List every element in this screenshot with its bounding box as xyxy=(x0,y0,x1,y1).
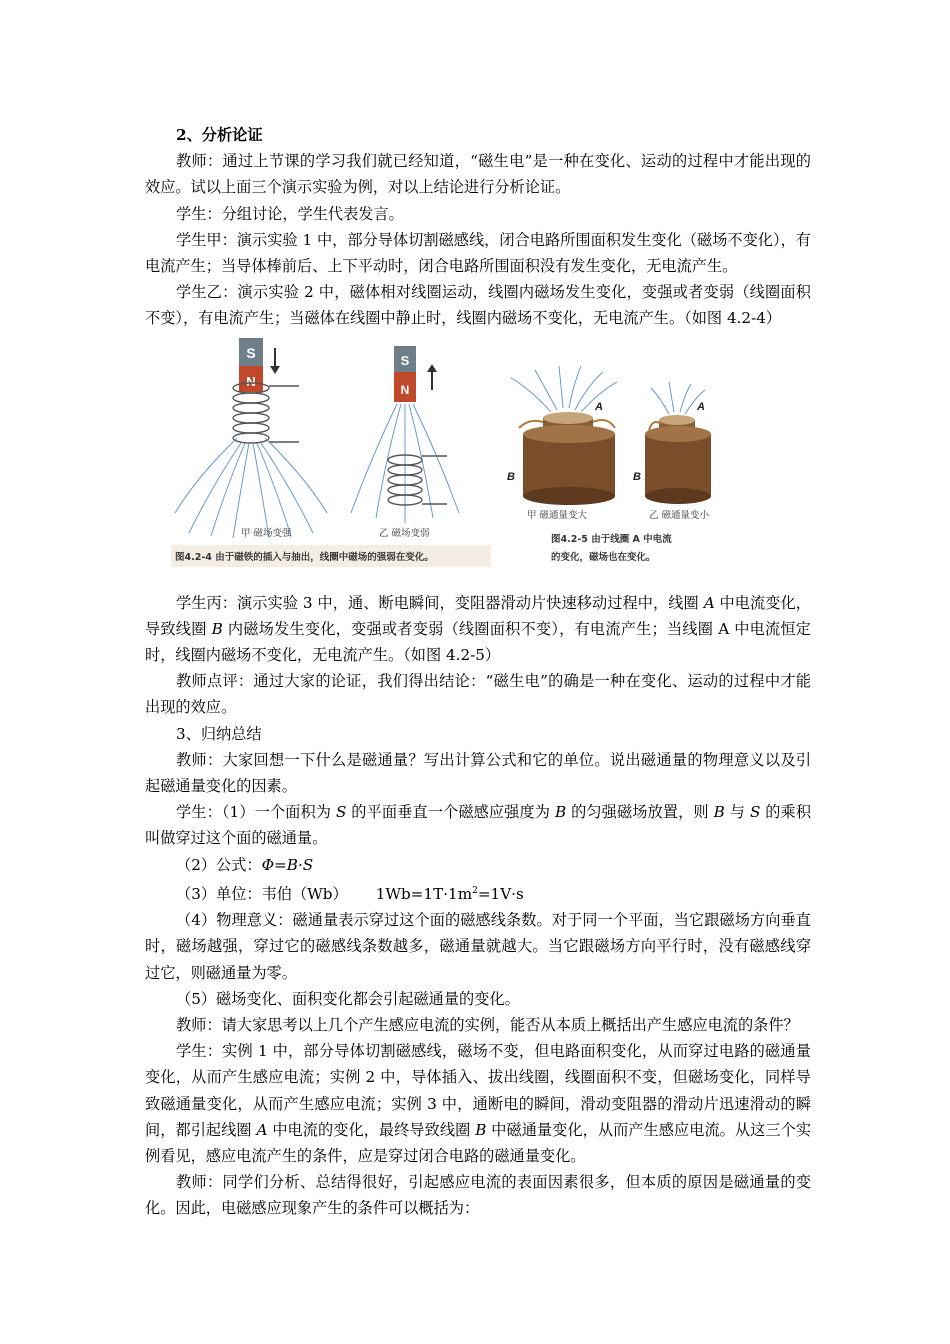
paragraph-students-discuss: 学生：分组讨论，学生代表发言。 xyxy=(176,204,404,223)
paragraph-student-3: 学生：实例 1 中，部分导体切割磁感线，磁场不变，但电路面积变化，从而穿过电路的磁通量变化，从而产生感应电流；实例 2 中，导体插入、拔出线圈，线圈面积不变，但磁场变化，同样导致磁通量变化，从而产生感应电流；实例 3 中，通断电的瞬间，滑动变阻器的滑动片迅速滑动的瞬间，都引起线圈 A 中电流的变化，最终导致线圈 B 中磁通量变化，从而产生感应电流。从这三个实例看见，感应电流产生的条件，应是穿过闭合电路的磁通量变化。 xyxy=(145,1042,812,1165)
section-heading-2: 2、分析论证 xyxy=(176,126,263,144)
svg-text:B: B xyxy=(507,470,515,483)
caption-weak: 乙 磁场变弱 xyxy=(379,527,430,539)
figure-4-2-4-caption: 图4.2-4 由于磁铁的插入与抽出，线圈中磁场的强弱在变化。 xyxy=(175,551,434,563)
figure-4-2-5-caption-1: 图4.2-5 由于线圈 A 中电流 xyxy=(551,533,672,545)
svg-text:B: B xyxy=(633,470,641,483)
paragraph-student-b: 学生乙：演示实验 2 中，磁体相对线圈运动，线圈内磁场发生变化，变强或者变弱（线圈面积不变），有电流产生；当磁体在线圈中静止时，线圈内磁场不变化，无电流产生。（如图 4.2-4） xyxy=(145,283,811,328)
caption-flux-small: 乙 磁通量变小 xyxy=(649,509,710,521)
paragraph-formula: （2）公式：Φ=B·S xyxy=(176,855,314,874)
svg-text:N: N xyxy=(246,373,256,389)
paragraph-teacher-comment: 教师点评：通过大家的论证，我们得出结论：“磁生电”的确是一种在变化、运动的过程中才能出现的效应。 xyxy=(145,672,811,717)
figure-4-2-5 xyxy=(499,338,731,572)
paragraph-change: （5）磁场变化、面积变化都会引起磁通量的变化。 xyxy=(176,989,520,1008)
paragraph-unit: （3）单位：韦伯（Wb） $1Wb=1T\cdot 1m^2=1V\cdot s$ xyxy=(176,884,524,903)
svg-text:A: A xyxy=(595,400,603,413)
figure-4-2-4 xyxy=(171,338,491,572)
figure-row xyxy=(145,338,811,572)
paragraph-teacher-4: 教师：同学们分析、总结得很好，引起感应电流的表面因素很多，但本质的原因是磁通量的变化。因此，电磁感应现象产生的条件可以概括为： xyxy=(145,1173,811,1218)
paragraph-student-c: 学生丙：演示实验 3 中，通、断电瞬间，变阻器滑动片快速移动过程中，线圈 A 中电流变化，导致线圈 B 内磁场发生变化，变强或者变弱（线圈面积不变），有电流产生；当线圈 A 中电流恒定时，线圈内磁场不变化，无电流产生。（如图 4.2-5） xyxy=(145,593,811,665)
document-body xyxy=(145,122,811,1222)
paragraph-teacher-1: 教师：通过上节课的学习我们就已经知道，“磁生电”是一种在变化、运动的过程中才能出现的效应。试以上面三个演示实验为例，对以上结论进行分析论证。 xyxy=(145,152,811,197)
caption-flux-big: 甲 磁通量变大 xyxy=(527,509,588,521)
svg-text:N: N xyxy=(400,382,410,397)
paragraph-teacher-2: 教师：大家回想一下什么是磁通量？写出计算公式和它的单位。说出磁通量的物理意义以及引起磁通量变化的因素。 xyxy=(145,750,811,796)
magnet-right xyxy=(394,346,416,402)
paragraph-student-a: 学生甲：演示实验 1 中，部分导体切割磁感线，闭合电路所围面积发生变化（磁场不变化），有电流产生；当导体棒前后、上下平动时，闭合电路所围面积没有发生变化，无电流产生。 xyxy=(145,230,811,276)
paragraph-student-2: 学生：（1）一个面积为 S 的平面垂直一个磁感应强度为 B 的匀强磁场放置，则 B 与 S 的乘积叫做穿过这个面的磁通量。 xyxy=(145,803,812,848)
caption-strong: 甲 磁场变强 xyxy=(241,527,292,539)
svg-text:S: S xyxy=(400,352,410,368)
figure-4-2-5-caption-2: 的变化，磁场也在变化。 xyxy=(551,551,656,563)
coil-a-small xyxy=(645,415,711,504)
svg-text:A: A xyxy=(697,400,705,413)
paragraph-teacher-3: 教师：请大家思考以上几个产生感应电流的实例，能否从本质上概括出产生感应电流的条件？ xyxy=(176,1015,799,1034)
paragraph-meaning: （4）物理意义：磁通量表示穿过这个面的磁感线条数。对于同一个平面，当它跟磁场方向垂直时，磁场越强，穿过它的磁感线条数越多，磁通量就越大。当它跟磁场方向平行时，没有磁感线穿过它，则磁通量为零。 xyxy=(145,911,811,982)
section-heading-3: 3、归纳总结 xyxy=(176,724,262,743)
svg-text:S: S xyxy=(246,344,256,361)
